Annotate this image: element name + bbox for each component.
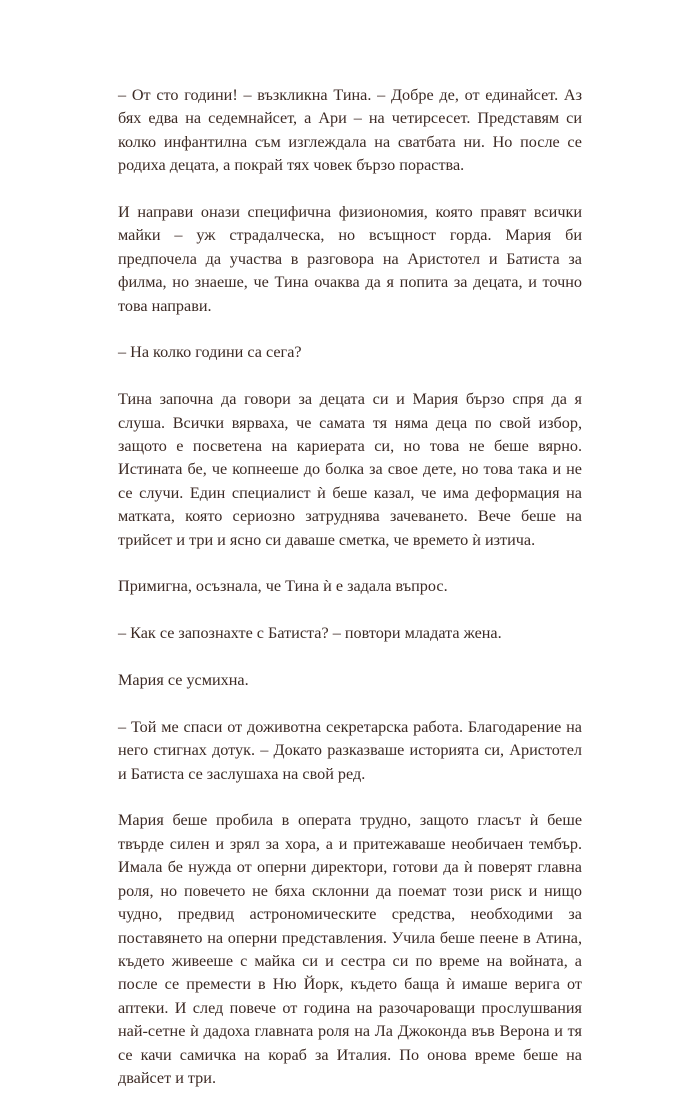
paragraph-3: – На колко години са сега? bbox=[118, 343, 302, 362]
paragraph-2: И направи онази специфична физиономия, която правят всички майки – уж страдалческа, но всъщност горда. Мария би предпочела да участва в разговора на Аристотел и Батиста за филма, но знаеше, че Тина очаква да я попита за децата, и точно това направи. bbox=[118, 203, 582, 315]
paragraph-7: Мария се усмихна. bbox=[118, 671, 249, 690]
paragraph-6: – Как се запознахте с Батиста? – повтори младата жена. bbox=[118, 624, 502, 643]
paragraph-5: Примигна, осъзнала, че Тина ѝ е задала въпрос. bbox=[118, 577, 448, 596]
paragraph-9: Мария беше пробила в операта трудно, защото гласът ѝ беше твърде силен и зрял за хора, а и притежаваше необичаен тембър. Имала бе нужда от оперни директори, готови да ѝ поверят главна роля, но повечето не бяха склонни да поемат този риск и нищо чудно, предвид астрономическите средства, необходими за поставянето на оперни представления. Учила беше пеене в Атина, където живееше с майка си и сестра си по време на войната, а после се премести в Ню Йорк, където баща ѝ имаше верига от аптеки. И след повече от година на разочароващи прослушвания най-сетне ѝ дадоха главната роля на Ла Джоконда във Верона и тя се качи самичка на кораб за Италия. По онова време беше на двайсет и три. bbox=[118, 811, 582, 1087]
paragraph-4: Тина започна да говори за децата си и Мария бързо спря да я слуша. Всички вярваха, че самата тя няма деца по свой избор, защото е посветена на кариерата си, но това не беше вярно. Истината бе, че копнееше до болка за свое дете, но това така и не се случи. Един специалист ѝ беше казал, че има деформация на матката, която сериозно затруднява зачеването. Вече беше на трийсет и три и ясно си даваше сметка, че времето ѝ изтича. bbox=[118, 390, 582, 549]
paragraph-1: – От сто години! – възкликна Тина. – Добре де, от единайсет. Аз бях едва на седемнайсет, а Ари – на четирсесет. Представям си колко инфантилна съм изглеждала на сватбата ни. Но после се родиха децата, а покрай тях човек бързо пораства. bbox=[118, 86, 582, 175]
text-body bbox=[118, 84, 582, 1114]
paragraph-8: – Той ме спаси от доживотна секретарска работа. Благодарение на него стигнах дотук. – Докато разказваше историята си, Аристотел и Батиста се заслушаха на свой ред. bbox=[118, 717, 582, 783]
